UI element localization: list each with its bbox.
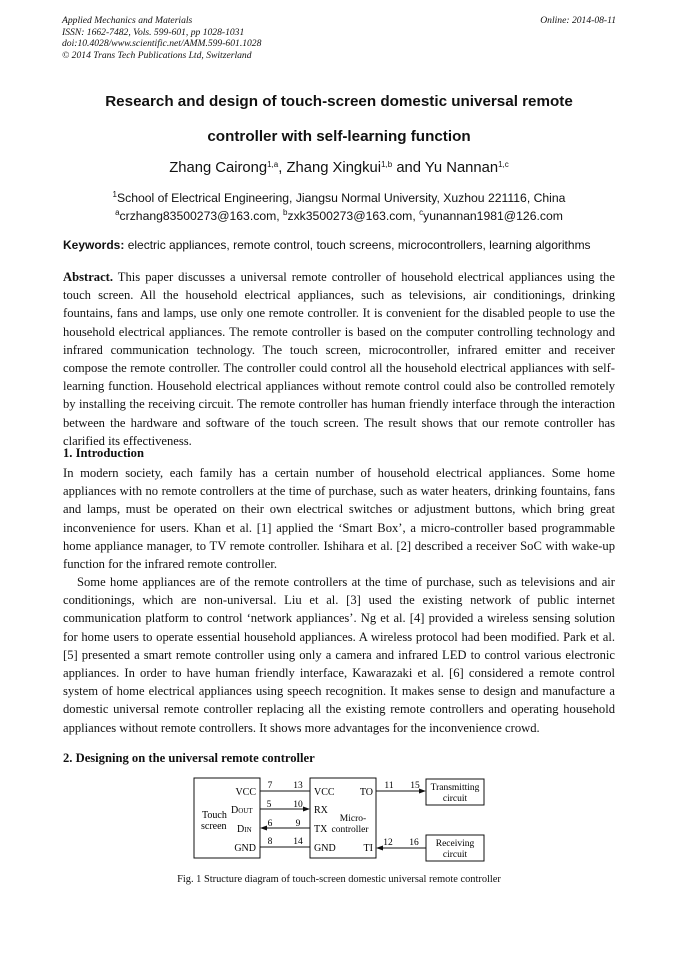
tx-circuit-label-2: circuit bbox=[442, 794, 468, 804]
abstract-label: Abstract. bbox=[63, 270, 114, 284]
mcu-label-1: Micro- bbox=[339, 814, 367, 824]
email-separator: , bbox=[276, 209, 284, 223]
affiliation-sup: 1 bbox=[112, 190, 117, 199]
pin-gnd-touch: GND bbox=[234, 843, 256, 854]
online-date: Online: 2014-08-11 bbox=[540, 15, 616, 26]
paper-title-line-1: Research and design of touch-screen domestic universal remote bbox=[105, 93, 573, 110]
rx-circuit-label-2: circuit bbox=[442, 850, 468, 860]
pin-din bbox=[237, 824, 252, 835]
wire-number: 14 bbox=[293, 837, 303, 847]
email-address: crzhang83500273@163.com bbox=[119, 209, 277, 223]
abstract-text: This paper discusses a universal remote controller of household electrical appliances using the touch screen. All the household electrical appliances, such as televisions, air conditionings, drinking fountains, fans and lamps, use only one remote controller. It is convenient for the disabled people to use the household electrical appliances. The remote controller is based on the computer controlling technology and infrared communication technology. The touch screen, microcontroller, infrared emitter and receiver compose the remote controller. The controller could control all the household electrical appliances with self-learning function. Household electrical appliances without remote control could also be controlled remotely by installing the receiving circuit. The remote controller has human friendly interface through the interaction between the hardware and software of the touch screen. The result shows that our remote controller has clarified its effectiveness. bbox=[63, 270, 615, 448]
pin-dout-sub: OUT bbox=[238, 807, 253, 815]
affiliation bbox=[40, 190, 638, 205]
pin-ti: TI bbox=[363, 843, 373, 854]
wire-number: 9 bbox=[295, 819, 301, 829]
author-name: Yu Nannan bbox=[424, 160, 499, 176]
pin-dout bbox=[231, 805, 253, 816]
tx-circuit-label-1: Transmitting bbox=[430, 783, 480, 793]
touch-label-1: Touch bbox=[202, 810, 227, 821]
pin-din-main: D bbox=[237, 824, 245, 835]
ti-arrow bbox=[376, 846, 383, 851]
section-heading-design: 2. Designing on the universal remote controller bbox=[63, 751, 315, 765]
tx-arrow bbox=[260, 826, 267, 831]
email-address: yunannan1981@126.com bbox=[423, 209, 563, 223]
pin-vcc-mcu: VCC bbox=[314, 787, 335, 798]
pin-din-sub: IN bbox=[244, 826, 252, 834]
rx-circuit-label-1: Receiving bbox=[435, 839, 475, 849]
rx-arrow bbox=[303, 807, 310, 812]
doi-line: doi:10.4028/www.scientific.net/AMM.599-601.1028 bbox=[62, 38, 262, 49]
pin-dout-main: D bbox=[231, 805, 239, 816]
author-separator: and bbox=[392, 160, 425, 176]
wire-number: 8 bbox=[267, 837, 273, 847]
paper-title-line-2: controller with self-learning function bbox=[207, 128, 471, 145]
author-separator: , bbox=[278, 160, 287, 176]
wire-number: 16 bbox=[409, 838, 419, 848]
author-sup: 1,a bbox=[267, 160, 279, 169]
keywords bbox=[63, 238, 623, 252]
author-list bbox=[40, 160, 638, 176]
wire-number: 7 bbox=[267, 781, 273, 791]
pin-rx: RX bbox=[314, 805, 328, 816]
author-name: Zhang Xingkui bbox=[286, 160, 382, 176]
affiliation-text: School of Electrical Engineering, Jiangsu Normal University, Xuzhou 221116, China bbox=[116, 191, 566, 205]
pin-to: TO bbox=[359, 787, 373, 798]
wire-number: 15 bbox=[410, 781, 420, 791]
author-sup: 1,c bbox=[498, 160, 509, 169]
author-name: Zhang Cairong bbox=[169, 160, 268, 176]
email-list bbox=[40, 208, 638, 223]
keywords-label: Keywords: bbox=[63, 238, 125, 252]
author-sup: 1,b bbox=[381, 160, 393, 169]
structure-diagram bbox=[190, 776, 490, 866]
email-sup: a bbox=[115, 208, 120, 217]
wire-number: 11 bbox=[384, 781, 394, 791]
copyright-line: © 2014 Trans Tech Publications Ltd, Switzerland bbox=[62, 49, 252, 61]
mcu-label-2: controller bbox=[331, 825, 369, 835]
email-sup: c bbox=[419, 208, 424, 217]
wire-number: 5 bbox=[266, 800, 272, 810]
intro-paragraph-2: Some home appliances are of the remote controllers at the time of purchase, such as televisions and air conditionings, which are non-universal. Liu et al. [3] used the existing network of public internet communication platform to control ‘network appliances’. Ng et al. [4] provided a wireless sensing solution for home users to operate essential household appliances. A wireless protocol had been modified. Park et al. [5] presented a smart remote controller using only a camera and infrared LED to control various electronic appliances. In order to have human friendly interface, Kawarazaki et al. [6] considered a remote control system of home electrical appliances using speech recognition. It makes sense to design and manufacture a domestic universal remote controller replacing all the existing remote controllers and operating household appliances without remote controllers. It shows more advantages for the inconvenience crowd. bbox=[63, 575, 615, 735]
figure-caption: Fig. 1 Structure diagram of touch-screen domestic universal remote controller bbox=[177, 874, 501, 885]
email-address: zxk3500273@163.com bbox=[287, 209, 413, 223]
issn-line: ISSN: 1662-7482, Vols. 599-601, pp 1028-1031 bbox=[62, 26, 245, 38]
wire-number: 6 bbox=[267, 819, 273, 829]
journal-name: Applied Mechanics and Materials bbox=[62, 15, 193, 26]
keywords-text: electric appliances, remote control, touch screens, microcontrollers, learning algorithms bbox=[124, 238, 591, 252]
abstract bbox=[63, 268, 615, 450]
pin-gnd-mcu: GND bbox=[314, 843, 336, 854]
email-separator: , bbox=[412, 209, 420, 223]
wire-number: 13 bbox=[293, 781, 303, 791]
touch-label-2: screen bbox=[201, 821, 227, 832]
wire-number: 10 bbox=[293, 800, 303, 810]
wire-number: 12 bbox=[383, 838, 393, 848]
pin-vcc-touch: VCC bbox=[235, 787, 256, 798]
running-header bbox=[62, 15, 616, 61]
section-heading-introduction: 1. Introduction bbox=[63, 446, 144, 460]
email-sup: b bbox=[283, 208, 288, 217]
intro-paragraph-1: In modern society, each family has a certain number of household electrical appliances. Some home appliances with no remote controllers at the time of purchase, such as water heaters, drinking fountains, fans and lamps, must be operated on their own electrical switches or adjustment buttons, which bring great inconvenience for users. Khan et al. [1] applied the ‘Smart Box’, a micro-controller based programmable home appliance manager, to TV remote controller. Ishihara et al. [2] described a receiver SoC with wake-up function for the infrared remote controller. bbox=[63, 466, 615, 572]
to-arrow bbox=[419, 789, 426, 794]
pin-tx: TX bbox=[314, 824, 328, 835]
